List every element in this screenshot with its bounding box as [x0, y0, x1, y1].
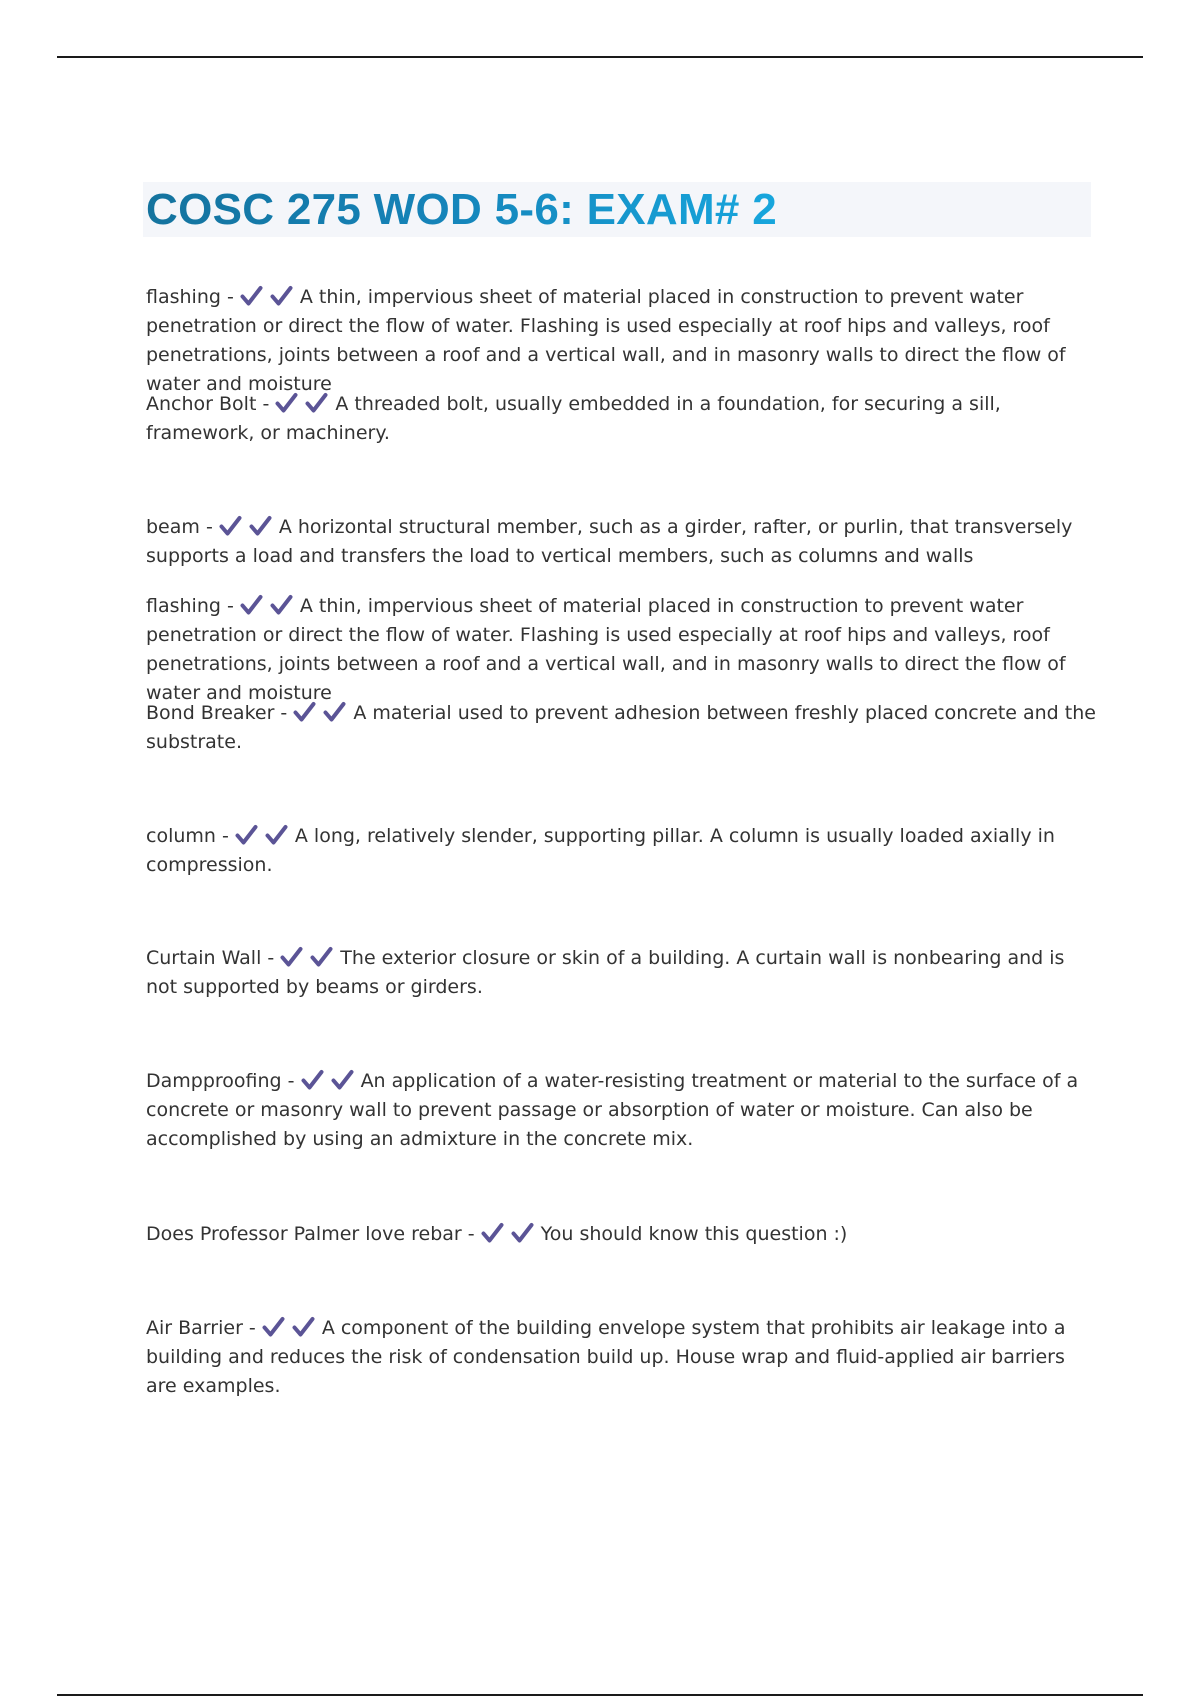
- check-mark-icon: [292, 1316, 315, 1338]
- entry-definition: A component of the building envelope system that prohibits air leakage into a building and reduces the risk of condensation build up. House wrap and fluid-applied air barriers are examples.: [146, 1317, 1066, 1397]
- entry-term: Does Professor Palmer love rebar: [146, 1223, 462, 1245]
- entry-separator: -: [220, 286, 240, 308]
- check-mark-icon: [219, 515, 242, 537]
- glossary-entry: [146, 699, 1096, 757]
- entry-definition: You should know this question :): [540, 1223, 848, 1245]
- entry-definition: A material used to prevent adhesion between freshly placed concrete and the substrate.: [146, 702, 1096, 753]
- entry-definition: A thin, impervious sheet of material placed in construction to prevent water penetration or direct the flow of water. Flashing is used especially at roof hips and valleys, roof penetrations, joints between a roof and a vertical wall, and in masonry walls to direct the flow of water and moisture: [146, 286, 1066, 395]
- entry-term: Bond Breaker: [146, 702, 275, 724]
- glossary-entry: [146, 944, 1096, 1002]
- entry-definition: The exterior closure or skin of a building. A curtain wall is nonbearing and is not supported by beams or girders.: [146, 947, 1065, 998]
- entry-term: flashing: [146, 286, 221, 308]
- entry-term: flashing: [146, 595, 221, 617]
- check-mark-icon: [511, 1222, 534, 1244]
- check-mark-icon: [323, 701, 346, 723]
- check-mark-icon: [265, 824, 288, 846]
- glossary-entry: [146, 513, 1096, 571]
- entry-term: Curtain Wall: [146, 947, 262, 969]
- check-mark-icon: [310, 946, 333, 968]
- glossary-entry: [146, 1220, 1096, 1249]
- entry-definition: An application of a water-resisting treatment or material to the surface of a concrete or masonry wall to prevent passage or absorption of water or moisture. Can also be accomplished by using an admixture in the concrete mix.: [146, 1070, 1079, 1150]
- entry-separator: -: [242, 1317, 262, 1339]
- check-mark-icon: [275, 392, 298, 414]
- bottom-rule: [57, 1694, 1143, 1696]
- glossary-entry: [146, 1067, 1096, 1154]
- check-mark-icon: [249, 515, 272, 537]
- entry-separator: -: [215, 825, 235, 847]
- entry-separator: -: [281, 1070, 301, 1092]
- top-rule: [57, 56, 1143, 58]
- glossary-entry: [146, 390, 1096, 448]
- check-mark-icon: [235, 824, 258, 846]
- entry-separator: -: [220, 595, 240, 617]
- entry-term: Air Barrier: [146, 1317, 243, 1339]
- glossary-entry: [146, 822, 1096, 880]
- glossary-entry: [146, 283, 1096, 399]
- entry-definition: A horizontal structural member, such as a girder, rafter, or purlin, that transversely supports a load and transfers the load to vertical members, such as columns and walls: [146, 516, 1073, 567]
- entry-separator: -: [461, 1223, 481, 1245]
- glossary-entry: [146, 592, 1096, 708]
- check-mark-icon: [262, 1316, 285, 1338]
- check-mark-icon: [305, 392, 328, 414]
- page-title: COSC 275 WOD 5-6: EXAM# 2: [146, 182, 777, 237]
- check-mark-icon: [240, 285, 263, 307]
- entry-separator: -: [256, 393, 276, 415]
- check-mark-icon: [481, 1222, 504, 1244]
- entry-definition: A threaded bolt, usually embedded in a foundation, for securing a sill, framework, or machinery.: [146, 393, 1001, 444]
- entry-separator: -: [199, 516, 219, 538]
- entry-term: Anchor Bolt: [146, 393, 257, 415]
- entry-term: column: [146, 825, 216, 847]
- glossary-entry: [146, 1314, 1096, 1401]
- check-mark-icon: [270, 285, 293, 307]
- check-mark-icon: [331, 1069, 354, 1091]
- entry-separator: -: [274, 702, 294, 724]
- check-mark-icon: [240, 594, 263, 616]
- check-mark-icon: [293, 701, 316, 723]
- entry-term: Dampproofing: [146, 1070, 282, 1092]
- check-mark-icon: [280, 946, 303, 968]
- entry-separator: -: [261, 947, 281, 969]
- entry-term: beam: [146, 516, 200, 538]
- check-mark-icon: [301, 1069, 324, 1091]
- entry-definition: A thin, impervious sheet of material placed in construction to prevent water penetration or direct the flow of water. Flashing is used especially at roof hips and valleys, roof penetrations, joints between a roof and a vertical wall, and in masonry walls to direct the flow of water and moisture: [146, 595, 1066, 704]
- check-mark-icon: [270, 594, 293, 616]
- entry-definition: A long, relatively slender, supporting pillar. A column is usually loaded axially in compression.: [146, 825, 1055, 876]
